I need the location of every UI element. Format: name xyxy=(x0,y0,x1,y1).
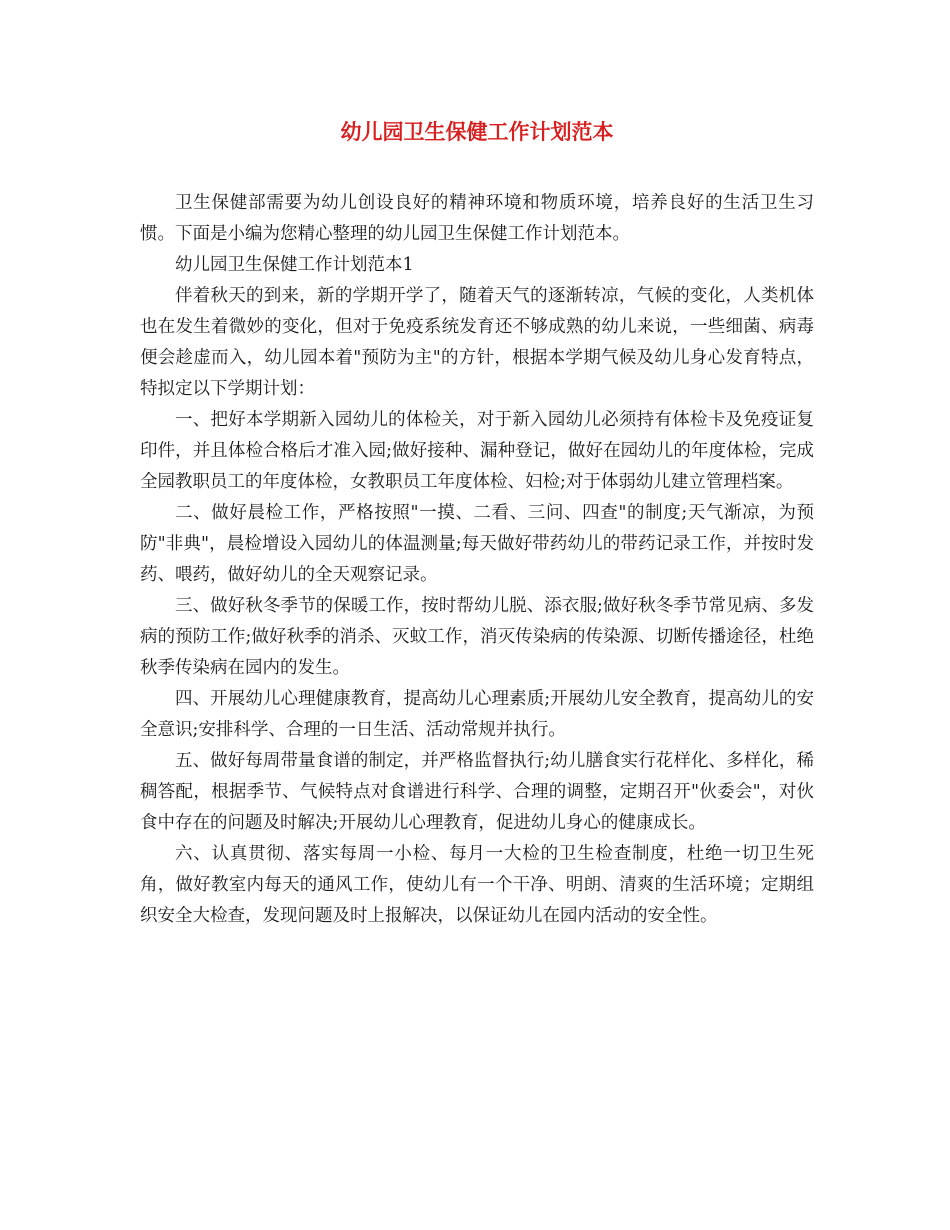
document-title: 幼儿园卫生保健工作计划范本 xyxy=(340,119,614,144)
intro-paragraph: 卫生保健部需要为幼儿创设良好的精神环境和物质环境，培养良好的生活卫生习惯。下面是小编为您精心整理的幼儿园卫生保健工作计划范本。 xyxy=(140,193,814,244)
body-paragraph: 三、做好秋冬季节的保暖工作，按时帮幼儿脱、添衣服;做好秋冬季节常见病、多发病的预防工作;做好秋季的消杀、灭蚊工作，消灭传染病的传染源、切断传播途径，杜绝秋季传染病在园内的发生。 xyxy=(140,596,814,678)
body-paragraph: 一、把好本学期新入园幼儿的体检关，对于新入园幼儿必须持有体检卡及免疫证复印件，并且体检合格后才准入园;做好接种、漏种登记，做好在园幼儿的年度体检，完成全园教职员工的年度体检，女教职员工年度体检、妇检;对于体弱幼儿建立管理档案。 xyxy=(140,410,814,492)
body-paragraph: 五、做好每周带量食谱的制定，并严格监督执行;幼儿膳食实行花样化、多样化，稀稠答配，根据季节、气候特点对食谱进行科学、合理的调整，定期召开"伙委会"，对伙食中存在的问题及时解决;开展幼儿心理教育，促进幼儿身心的健康成长。 xyxy=(140,751,814,833)
document-page xyxy=(140,112,814,932)
body-paragraph: 六、认真贯彻、落实每周一小检、每月一大检的卫生检查制度，杜绝一切卫生死角，做好教室内每天的通风工作，使幼儿有一个干净、明朗、清爽的生活环境；定期组织安全大检查，发现问题及时上报解决，以保证幼儿在园内活动的安全性。 xyxy=(140,844,814,926)
body-paragraph: 四、开展幼儿心理健康教育，提高幼儿心理素质;开展幼儿安全教育，提高幼儿的安全意识;安排科学、合理的一日生活、活动常规并执行。 xyxy=(140,689,814,740)
body-paragraph: 二、做好晨检工作，严格按照"一摸、二看、三问、四查"的制度;天气渐凉，为预防"非典"，晨检增设入园幼儿的体温测量;每天做好带药幼儿的带药记录工作，并按时发药、喂药，做好幼儿的全天观察记录。 xyxy=(140,503,814,585)
body-paragraph: 伴着秋天的到来，新的学期开学了，随着天气的逐渐转凉，气候的变化，人类机体也在发生着微妙的变化，但对于免疫系统发育还不够成熟的幼儿来说，一些细菌、病毒便会趁虚而入，幼儿园本着"预防为主"的方针，根据本学期气候及幼儿身心发育特点，特拟定以下学期计划： xyxy=(140,286,814,399)
section-heading: 幼儿园卫生保健工作计划范本1 xyxy=(175,255,414,275)
